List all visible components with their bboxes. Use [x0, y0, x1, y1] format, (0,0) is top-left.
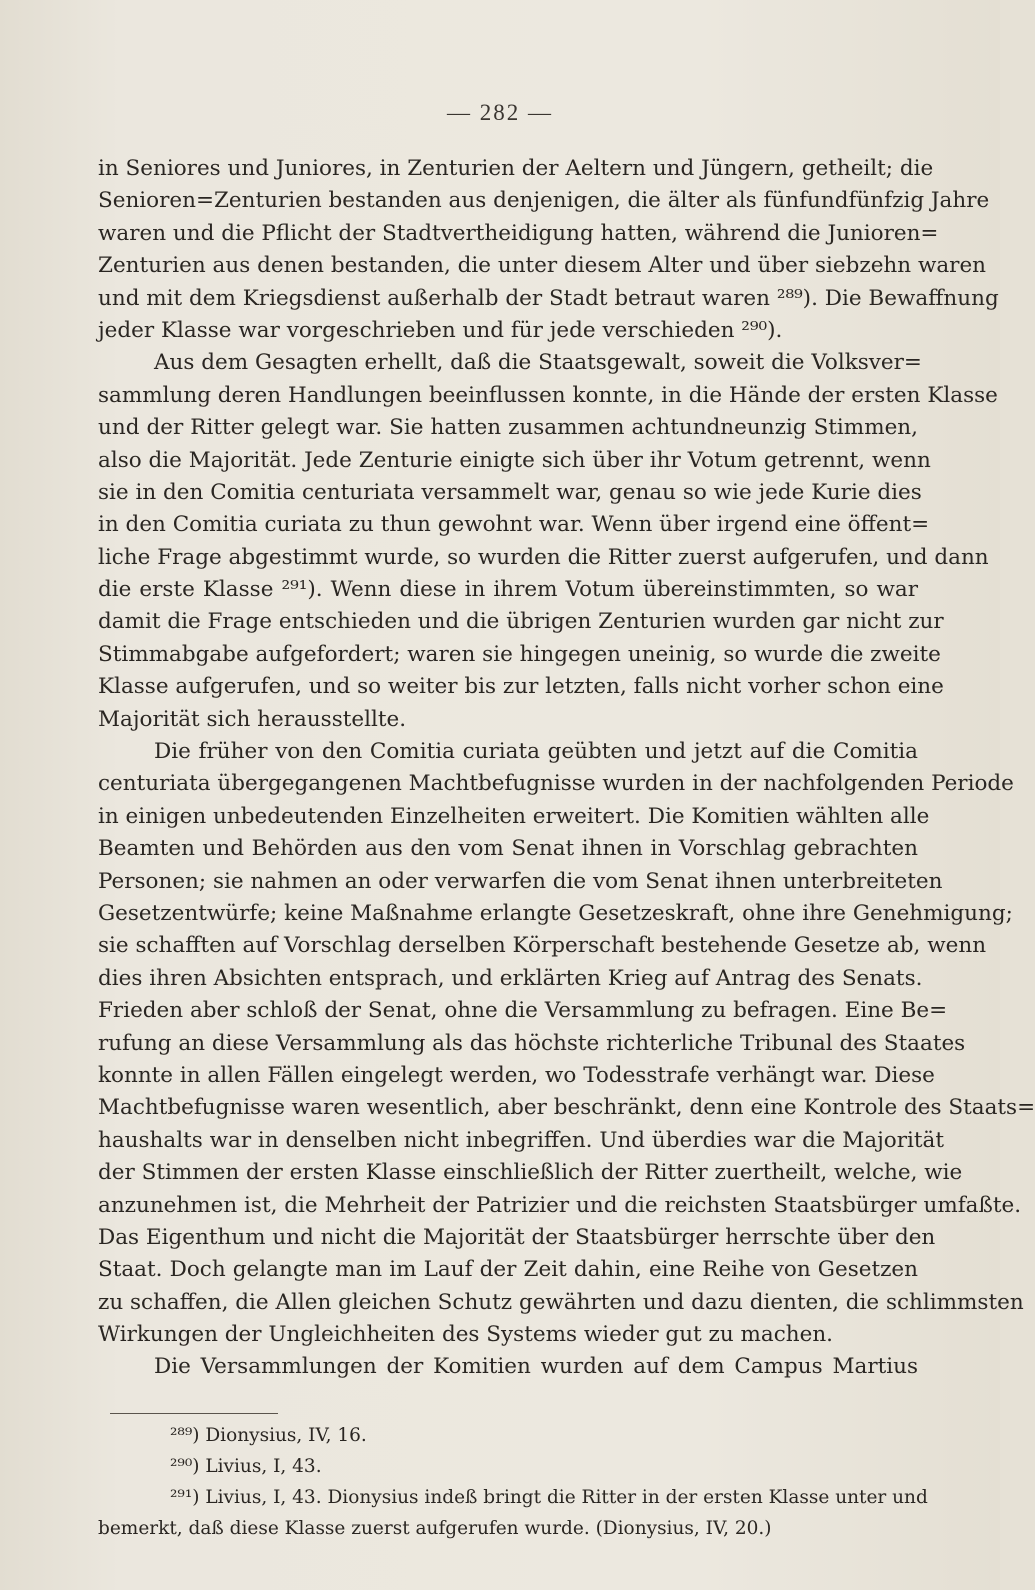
text-line: Stimmabgabe aufgefordert; waren sie hingegen uneinig, so wurde die zweite — [98, 641, 941, 667]
text-line: Frieden aber schloß der Senat, ohne die Versammlung zu befragen. Eine Be= — [98, 998, 948, 1024]
footnote-divider — [110, 1413, 278, 1414]
paragraph-start-line: Aus dem Gesagten erhellt, daß die Staatsgewalt, soweit die Volksver= — [154, 350, 922, 376]
body-text — [98, 153, 1035, 1384]
text-line: sie schafften auf Vorschlag derselben Körperschaft bestehende Gesetze ab, wenn — [98, 933, 987, 959]
text-line: haushalts war in denselben nicht inbegriffen. Und überdies war die Majorität — [98, 1127, 944, 1153]
page-number: — 282 — — [447, 100, 553, 125]
text-line: jeder Klasse war vorgeschrieben und für jede verschieden ²⁹⁰). — [98, 317, 783, 343]
text-line: die erste Klasse ²⁹¹). Wenn diese in ihrem Votum übereinstimmten, so war — [98, 577, 918, 603]
text-line: Das Eigenthum und nicht die Majorität der Staatsbürger herrschte über den — [98, 1224, 936, 1250]
text-line: Gesetzentwürfe; keine Maßnahme erlangte Gesetzeskraft, ohne ihre Genehmigung; — [98, 900, 1013, 926]
text-line: und mit dem Kriegsdienst außerhalb der Stadt betraut waren ²⁸⁹). Die Bewaffnung — [98, 285, 999, 311]
text-line: Zenturien aus denen bestanden, die unter diesem Alter und über siebzehn waren — [98, 253, 987, 279]
text-line: konnte in allen Fällen eingelegt werden, wo Todesstrafe verhängt war. Diese — [98, 1062, 935, 1088]
text-line: damit die Frage entschieden und die übrigen Zenturien wurden gar nicht zur — [98, 609, 944, 635]
text-line: Personen; sie nahmen an oder verwarfen die vom Senat ihnen unterbreiteten — [98, 868, 943, 894]
text-line: centuriata übergegangenen Machtbefugnisse wurden in der nachfolgenden Periode — [98, 771, 1014, 797]
text-line: sammlung deren Handlungen beeinflussen konnte, in die Hände der ersten Klasse — [98, 382, 998, 408]
text-line: Machtbefugnisse waren wesentlich, aber beschränkt, denn eine Kontrole des Staats= — [98, 1095, 1035, 1121]
text-line: Senioren=Zenturien bestanden aus denjenigen, die älter als fünfundfünfzig Jahre — [98, 188, 990, 214]
footnote: ²⁸⁹) Dionysius, IV, 16. — [170, 1425, 367, 1446]
text-line: sie in den Comitia centuriata versammelt war, genau so wie jede Kurie dies — [98, 479, 922, 505]
text-line: also die Majorität. Jede Zenturie einigte sich über ihr Votum getrennt, wenn — [98, 447, 931, 473]
text-line: zu schaffen, die Allen gleichen Schutz gewährten und dazu dienten, die schlimmsten — [98, 1289, 1024, 1315]
paragraph-start-line: Die früher von den Comitia curiata geübten und jetzt auf die Comitia — [154, 739, 918, 765]
text-line: Wirkungen der Ungleichheiten des Systems wieder gut zu machen. — [98, 1322, 834, 1348]
footnote: ²⁹⁰) Livius, I, 43. — [170, 1456, 322, 1477]
text-line: Beamten und Behörden aus den vom Senat ihnen in Vorschlag gebrachten — [98, 836, 918, 862]
text-line: anzunehmen ist, die Mehrheit der Patrizier und die reichsten Staatsbürger umfaßte. — [98, 1192, 1022, 1218]
text-line: Klasse aufgerufen, und so weiter bis zur letzten, falls nicht vorher schon eine — [98, 674, 944, 700]
text-line: in den Comitia curiata zu thun gewohnt war. Wenn über irgend eine öffent= — [98, 512, 930, 538]
text-line: in Seniores und Juniores, in Zenturien der Aeltern und Jüngern, getheilt; die — [98, 156, 934, 181]
footnote: ²⁹¹) Livius, I, 43. Dionysius indeß bringt die Ritter in der ersten Klasse unter und — [170, 1487, 928, 1508]
text-line: in einigen unbedeutenden Einzelheiten erweitert. Die Komitien wählten alle — [98, 803, 930, 829]
footnotes — [98, 1420, 928, 1544]
text-line: Majorität sich herausstellte. — [98, 706, 407, 732]
paragraph-start-line: Die Versammlungen der Komitien wurden auf dem Campus Martius — [154, 1354, 918, 1380]
text-line: liche Frage abgestimmt wurde, so wurden die Ritter zuerst aufgerufen, und dann — [98, 544, 989, 570]
text-line: und der Ritter gelegt war. Sie hatten zusammen achtundneunzig Stimmen, — [98, 415, 918, 441]
text-line: der Stimmen der ersten Klasse einschließlich der Ritter zuertheilt, welche, wie — [98, 1160, 963, 1186]
footnote-continuation: bemerkt, daß diese Klasse zuerst aufgerufen wurde. (Dionysius, IV, 20.) — [98, 1518, 772, 1539]
text-line: waren und die Pflicht der Stadtvertheidigung hatten, während die Junioren= — [98, 220, 939, 246]
text-line: Staat. Doch gelangte man im Lauf der Zeit dahin, eine Reihe von Gesetzen — [98, 1257, 918, 1283]
text-line: dies ihren Absichten entsprach, und erklärten Krieg auf Antrag des Senats. — [98, 965, 923, 991]
text-line: rufung an diese Versammlung als das höchste richterliche Tribunal des Staates — [98, 1030, 966, 1056]
